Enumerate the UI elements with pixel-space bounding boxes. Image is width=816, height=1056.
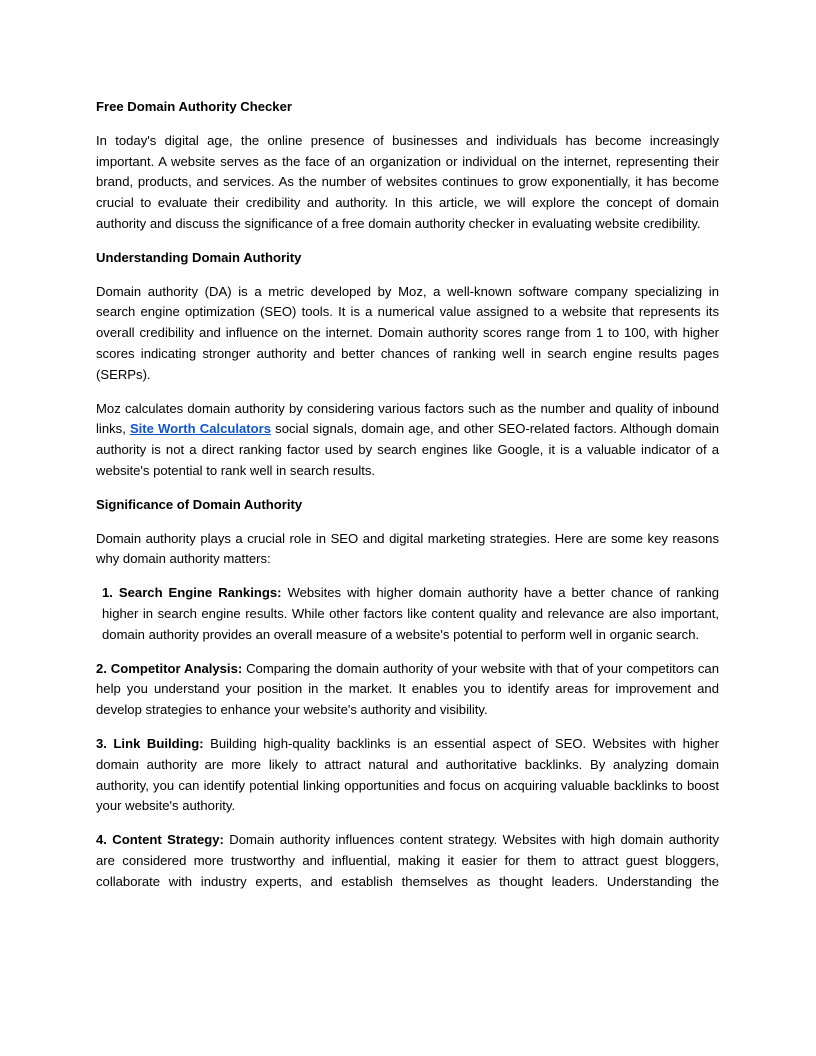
list-item-search-engine-rankings: [96, 583, 719, 645]
list-item-link-building: [96, 734, 719, 817]
paragraph-significance-intro: Domain authority plays a crucial role in SEO and digital marketing strategies. Here are some key reasons why domain authority matters:: [96, 530, 719, 567]
section-heading-understanding: Understanding Domain Authority: [96, 249, 302, 265]
list-item-label: 2. Competitor Analysis:: [96, 660, 243, 676]
document-title: Free Domain Authority Checker: [96, 99, 292, 114]
section-heading-significance: Significance of Domain Authority: [96, 496, 303, 512]
list-item-text: Comparing the domain authority of your website with that of your competitors can help you understand your position in the market. It enables you to identify areas for improvement and develop strategies to enhance your website's authority and visibility.: [96, 660, 719, 718]
list-item-text: Domain authority influences content strategy. Websites with high domain authority are considered more trustworthy and influential, making it easier for them to attract guest bloggers, collaborate with industry experts, and establish themselves as thought leaders. Understanding the: [96, 832, 719, 889]
paragraph-text: social signals, domain age, and other SEO-related factors. Although domain authority is not a direct ranking factor used by search engines like Google, it is a valuable indicator of a website's potential to rank well in search results.: [96, 421, 719, 478]
site-worth-calculators-link[interactable]: Site Worth Calculators: [129, 421, 272, 437]
list-item-label: 4. Content Strategy:: [96, 832, 224, 848]
intro-paragraph: In today's digital age, the online presence of businesses and individuals has become increasingly important. A website serves as the face of an organization or individual on the internet, representing their brand, products, and services. As the number of websites continues to grow exponentially, it has become crucial to evaluate their credibility and authority. In this article, we will explore the concept of domain authority and discuss the significance of a free domain authority checker in evaluating website credibility.: [96, 132, 719, 231]
list-item-label: 3. Link Building:: [96, 735, 204, 751]
paragraph-text: Moz calculates domain authority by considering various factors such as the number and quality of inbound links,: [96, 400, 719, 437]
document-page: [96, 97, 719, 906]
list-item-label: 1. Search Engine Rankings:: [102, 585, 282, 601]
list-item-competitor-analysis: [96, 659, 719, 721]
list-item-content-strategy: [96, 830, 719, 892]
list-item-text: Websites with higher domain authority have a better chance of ranking higher in search engine results. While other factors like content quality and relevance are also important, domain authority provides an overall measure of a website's potential to perform well in organic search.: [102, 585, 720, 642]
list-item-text: Building high-quality backlinks is an essential aspect of SEO. Websites with higher domain authority are more likely to attract natural and authoritative backlinks. By analyzing domain authority, you can identify potential linking opportunities and focus on acquiring valuable backlinks to boost your website's authority.: [96, 735, 719, 814]
paragraph-da-definition: Domain authority (DA) is a metric developed by Moz, a well-known software company specializing in search engine optimization (SEO) tools. It is a numerical value assigned to a website that represents its overall credibility and influence on the internet. Domain authority scores range from 1 to 100, with higher scores indicating stronger authority and better chances of ranking well in search engine results pages (SERPs).: [96, 283, 719, 382]
paragraph-moz-calculation: [96, 399, 719, 482]
